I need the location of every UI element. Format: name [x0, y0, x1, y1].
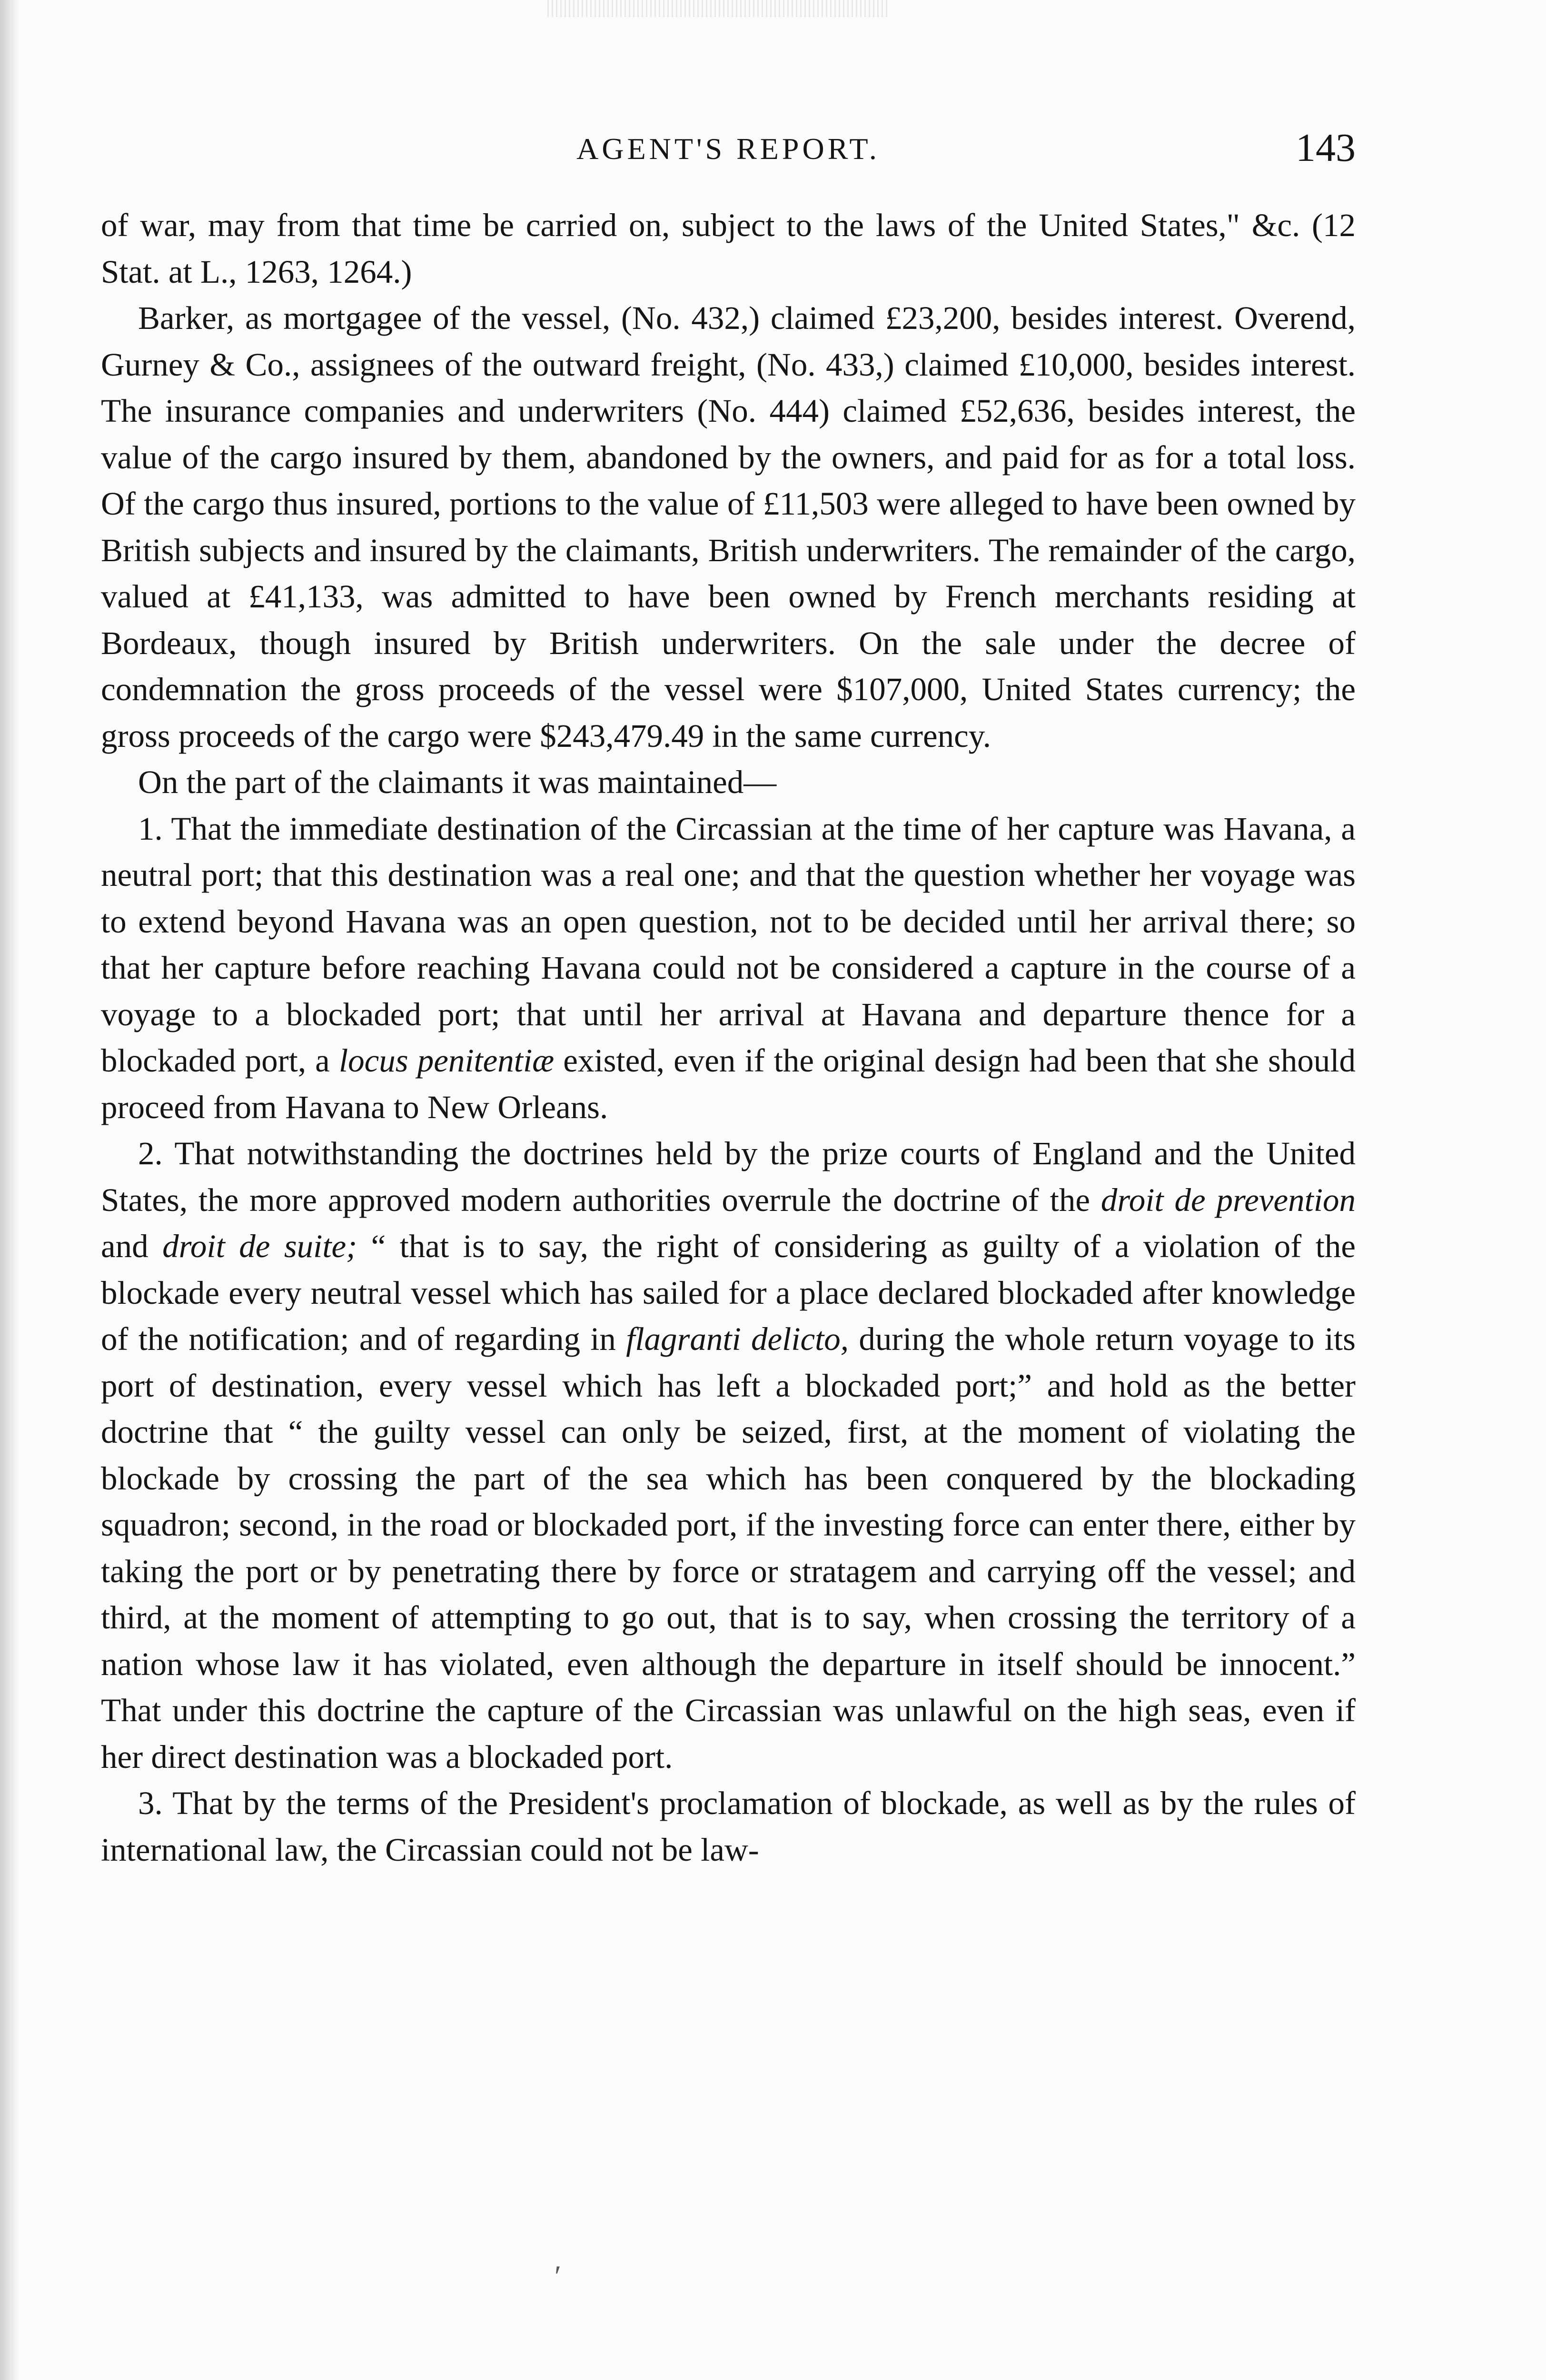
paragraph-claimants-intro	[101, 759, 1356, 806]
paragraph-text: On the part of the claimants it was maintained—	[138, 764, 777, 800]
running-head	[101, 125, 1356, 177]
paragraph-text: Barker, as mortgagee of the vessel, (No. 432,) claimed £23,200, besides interest. Overend, Gurney & Co., assignees of the outward freight, (No. 433,) claimed £10,000, besides interest. The insurance companies and underwriters (No. 444) claimed £52,636, besides interest, the value of the cargo insured by them, abandoned by the owners, and paid for as for a total loss. Of the cargo thus insured, portions to the value of £11,503 were alleged to have been owned by British subjects and insured by the claimants, British underwriters. The remainder of the cargo, valued at £41,133, was admitted to have been owned by French merchants residing at Bordeaux, though insured by British underwriters. On the sale under the decree of condemnation the gross proceeds of the vessel were $107,000, United States currency; the gross proceeds of the cargo were $243,479.49 in the same currency.	[101, 300, 1356, 754]
page-edge-shadow	[0, 0, 19, 2380]
paragraph-point-3	[101, 1780, 1356, 1873]
italic-phrase: locus penitentiæ	[338, 1042, 555, 1079]
paragraph-text: 2. That notwithstanding the doctrines held by the prize courts of England and the United States, the more approved modern authorities overrule the doctrine of the	[101, 1135, 1356, 1218]
paragraph-point-1	[101, 806, 1356, 1131]
paragraph-text: existed, even if the original design had been that she should proceed from Havana to New Orleans.	[101, 1042, 1356, 1125]
italic-phrase: flagranti delicto,	[626, 1321, 849, 1357]
paragraph-text: 1. That the immediate destination of the Circassian at the time of her capture was Havana, a neutral port; that this destination was a real one; and that the question whether her voyage was to extend beyond Havana was an open question, not to be decided until her arrival there; so that her capture before reaching Havana could not be considered a capture in the course of a voyage to a blockaded port; that until her arrival at Havana and departure thence for a blockaded port, a	[101, 810, 1356, 1079]
paragraph-claims	[101, 295, 1356, 759]
paragraph-continuation	[101, 202, 1356, 295]
italic-phrase: droit de suite;	[162, 1228, 357, 1264]
body-text	[101, 202, 1356, 1873]
paragraph-text: of war, may from that time be carried on, subject to the laws of the United States," &c. (12 Stat. at L., 1263, 1264.)	[101, 207, 1356, 290]
page-number: 143	[1296, 126, 1356, 170]
paragraph-text: “ that is to say, the right of considering as guilty of a violation of the blockade every neutral vessel which has sailed for a place declared blockaded after knowledge of the notification; and of regarding in	[101, 1228, 1356, 1357]
print-speckle	[547, 0, 890, 17]
paragraph-point-2	[101, 1130, 1356, 1780]
stray-mark: ′	[555, 2259, 561, 2293]
running-head-title: AGENT'S REPORT.	[576, 132, 880, 166]
italic-phrase: droit de prevention	[1100, 1181, 1356, 1218]
paragraph-text: 3. That by the terms of the President's proclamation of blockade, as well as by the rules of international law, the Circassian could not be law-	[101, 1785, 1356, 1868]
paragraph-text: during the whole return voyage to its port of destination, every vessel which has left a blockaded port;” and hold as the better doctrine that “ the guilty vessel can only be seized, first, at the moment of violating the blockade by crossing the part of the sea which has been conquered by the blockading squadron; second, in the road or blockaded port, if the investing force can enter there, either by taking the port or by penetrating there by force or stratagem and carrying off the vessel; and third, at the moment of attempting to go out, that is to say, when crossing the territory of a nation whose law it has violated, even although the departure in itself should be innocent.” That under this doctrine the capture of the Circassian was unlawful on the high seas, even if her direct destination was a blockaded port.	[101, 1321, 1356, 1775]
paragraph-text: and	[101, 1228, 163, 1264]
